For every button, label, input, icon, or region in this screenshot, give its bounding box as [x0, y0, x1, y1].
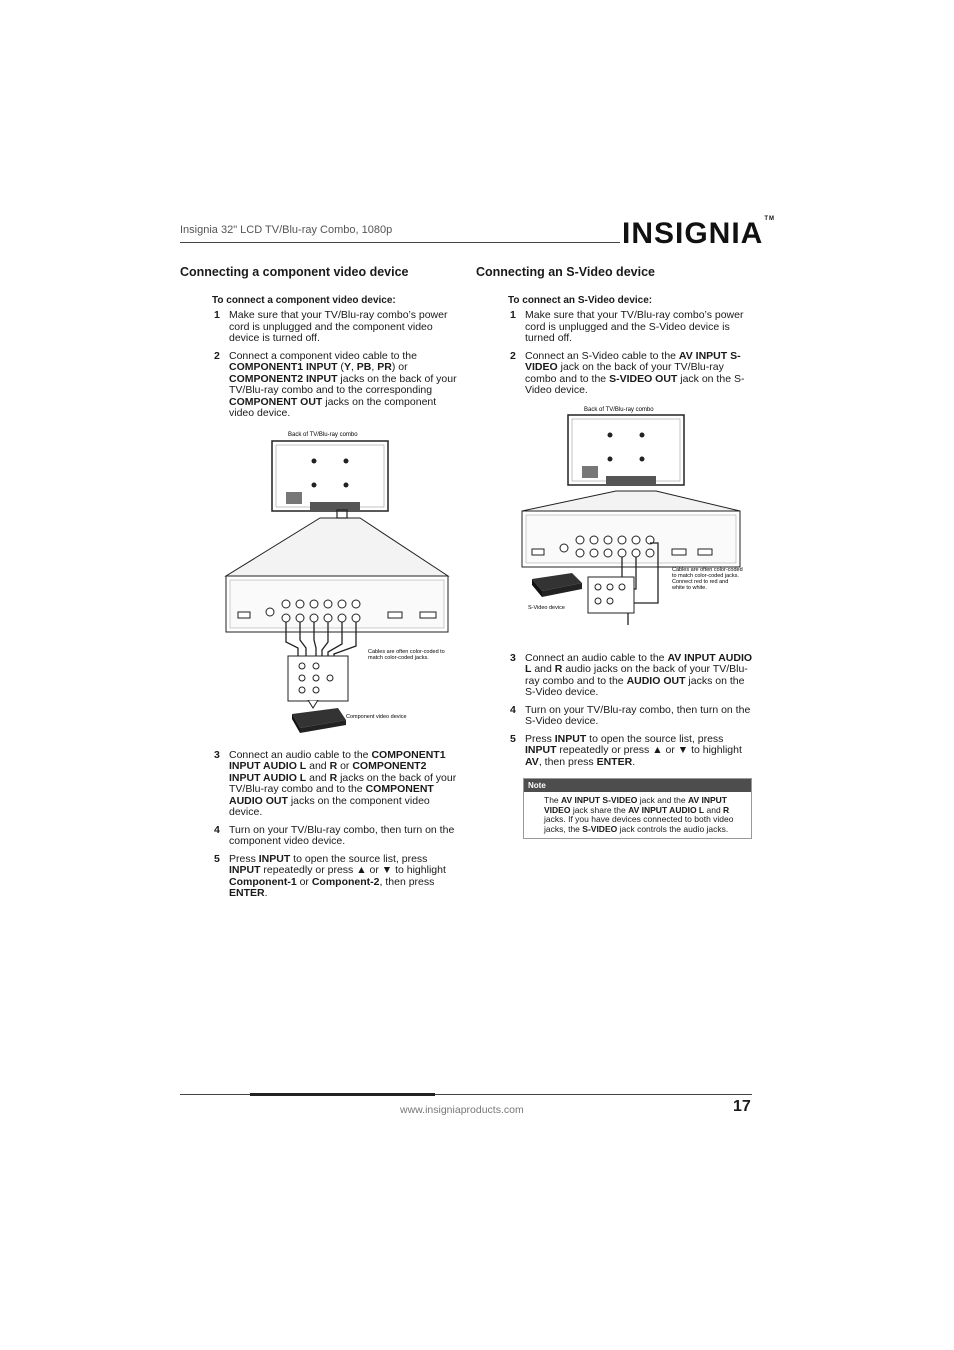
step-item: 3 Connect an audio cable to the AV INPUT AUDIO L and R audio jacks on the back of your TV/Blu-ray combo and to the AUDIO OUT jacks on the S-Video device. — [510, 651, 753, 698]
step-item: 4 Turn on your TV/Blu-ray combo, then turn on the S-Video device. — [510, 703, 751, 727]
steps-svideo-part1 — [476, 310, 756, 397]
step-item: 2 Connect an S-Video cable to the AV INPUT S-VIDEO jack on the back of your TV/Blu-ray combo and to the S-VIDEO OUT jack on the S-Video device. — [510, 349, 745, 396]
steps-svideo-part2 — [476, 653, 756, 769]
cable-note-line-1: Cables are often color-coded to — [368, 648, 445, 655]
svideo-connection-figure — [476, 403, 756, 643]
steps-component-part2 — [180, 750, 460, 900]
section-heading-svideo: Connecting an S-Video device — [476, 265, 655, 279]
procedure-title-component: To connect a component video device: — [212, 295, 396, 306]
procedure-title-svideo: To connect an S-Video device: — [508, 295, 653, 306]
footer-rule-accent — [250, 1093, 435, 1096]
note-body: The AV INPUT S-VIDEO jack and the AV INPUT VIDEO jack share the AV INPUT AUDIO L and R jacks. If you have devices connected to both video jacks, the S-VIDEO jack controls the audio jacks. — [544, 795, 734, 834]
cable-note-line-3: Connect red to red and — [672, 578, 729, 585]
component-device-label: Component video device — [346, 713, 407, 720]
tv-back-label: Back of TV/Blu-ray combo — [584, 406, 654, 413]
cable-note-line-4: white to white. — [672, 584, 707, 591]
step-item: 1 Make sure that your TV/Blu-ray combo’s power cord is unplugged and the S-Video device is turned off. — [510, 309, 744, 344]
cable-note-line-2: to match color-coded jacks. — [672, 572, 739, 579]
step-item: 4 Turn on your TV/Blu-ray combo, then turn on the component video device. — [214, 823, 455, 847]
insignia-logo: INSIGNIA™ — [622, 216, 776, 250]
svideo-device-label: S-Video device — [528, 604, 565, 611]
step-item: 2 Connect a component video cable to the COMPONENT1 INPUT (Y, PB, PR) or COMPONENT2 INPUT jacks on the back of your TV/Blu-ray combo and to the corresponding COMPONENT OUT jacks on the component video device. — [214, 349, 457, 419]
step-item: 3 Connect an audio cable to the COMPONENT1 INPUT AUDIO L and R or COMPONENT2 INPUT AUDIO L and R jacks on the back of your TV/Blu-ray combo and to the COMPONENT AUDIO OUT jacks on the component video device. — [214, 748, 457, 818]
note-box — [523, 778, 752, 839]
cable-note-line-2: match color-coded jacks. — [368, 654, 429, 661]
step-item: 5 Press INPUT to open the source list, press INPUT repeatedly or press ▲ or ▼ to highlight AV, then press ENTER. — [510, 732, 742, 768]
tv-back-label: Back of TV/Blu-ray combo — [288, 431, 358, 438]
cable-note-line-1: Cables are often color-coded — [672, 566, 743, 573]
footer-url: www.insigniaproducts.com — [400, 1104, 524, 1116]
note-title: Note — [524, 779, 751, 792]
page-number: 17 — [733, 1098, 751, 1115]
step-item: 5 Press INPUT to open the source list, press INPUT repeatedly or press ▲ or ▼ to highlight Component-1 or Component-2, then press ENTER. — [214, 852, 446, 899]
steps-component-part1 — [180, 310, 460, 420]
component-connection-figure — [180, 426, 460, 740]
left-column — [180, 265, 460, 906]
step-item: 1 Make sure that your TV/Blu-ray combo’s power cord is unplugged and the component video device is turned off. — [214, 309, 448, 344]
right-column — [476, 265, 756, 839]
section-heading-component: Connecting a component video device — [180, 265, 409, 279]
document-header-title: Insignia 32" LCD TV/Blu-ray Combo, 1080p — [180, 224, 393, 236]
header-rule — [180, 242, 620, 243]
